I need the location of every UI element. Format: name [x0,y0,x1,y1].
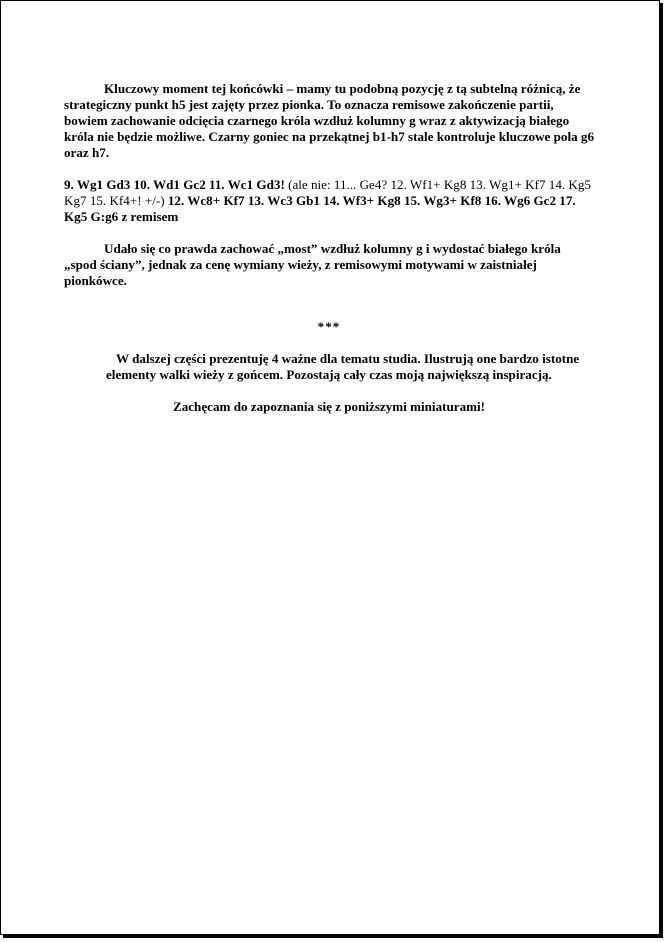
paragraph-key-moment: Kluczowy moment tej końcówki – mamy tu podobną pozycję z tą subtelną różnicą, że strategiczny punkt h5 jest zajęty przez pionka. To oznacza remisowe zakończenie partii, bowiem zachowanie odcięcia czarnego króla wzdłuż kolumny g wraz z aktywizacją białego króla nie będzie możliwe. Czarny goniec na przekątnej b1-h7 stale kontroluje kluczowe pola g6 oraz h7. [64,81,595,160]
paragraph-invitation: Zachęcam do zapoznania się z poniższymi miniaturami! [172,399,486,414]
moves-main-a: 9. Wg1 Gd3 10. Wd1 Gc2 11. Wc1 Gd3! [64,177,285,192]
paragraph-next-part: W dalszej części prezentuję 4 ważne dla tematu studia. Ilustrują one bardzo istotne elementy walki wieży z gońcem. Pozostają cały czas moją największą inspiracją. [106,351,580,382]
moves-variation: (ale nie: 11... Ge4? 12. Wf1+ Kg8 13. Wg1+ Kf7 14. Kg5 Kg7 15. Kf4+! +/-) [64,177,591,208]
paragraph-conclusion: Udało się co prawda zachować „most” wzdłuż kolumny g i wydostać białego króla „spod ściany”, jednak za cenę wymiany wieży, z remisowymi motywami w zaistniałej pionkówce. [64,241,561,288]
page-content [64,81,594,415]
section-separator: *** [317,319,341,334]
paragraph-moves [64,177,594,225]
moves-main-b: 12. Wc8+ Kf7 13. Wc3 Gb1 14. Wf3+ Kg8 15. Wg3+ Kf8 16. Wg6 Gc2 17. Kg5 G:g6 z remisem [64,193,576,224]
